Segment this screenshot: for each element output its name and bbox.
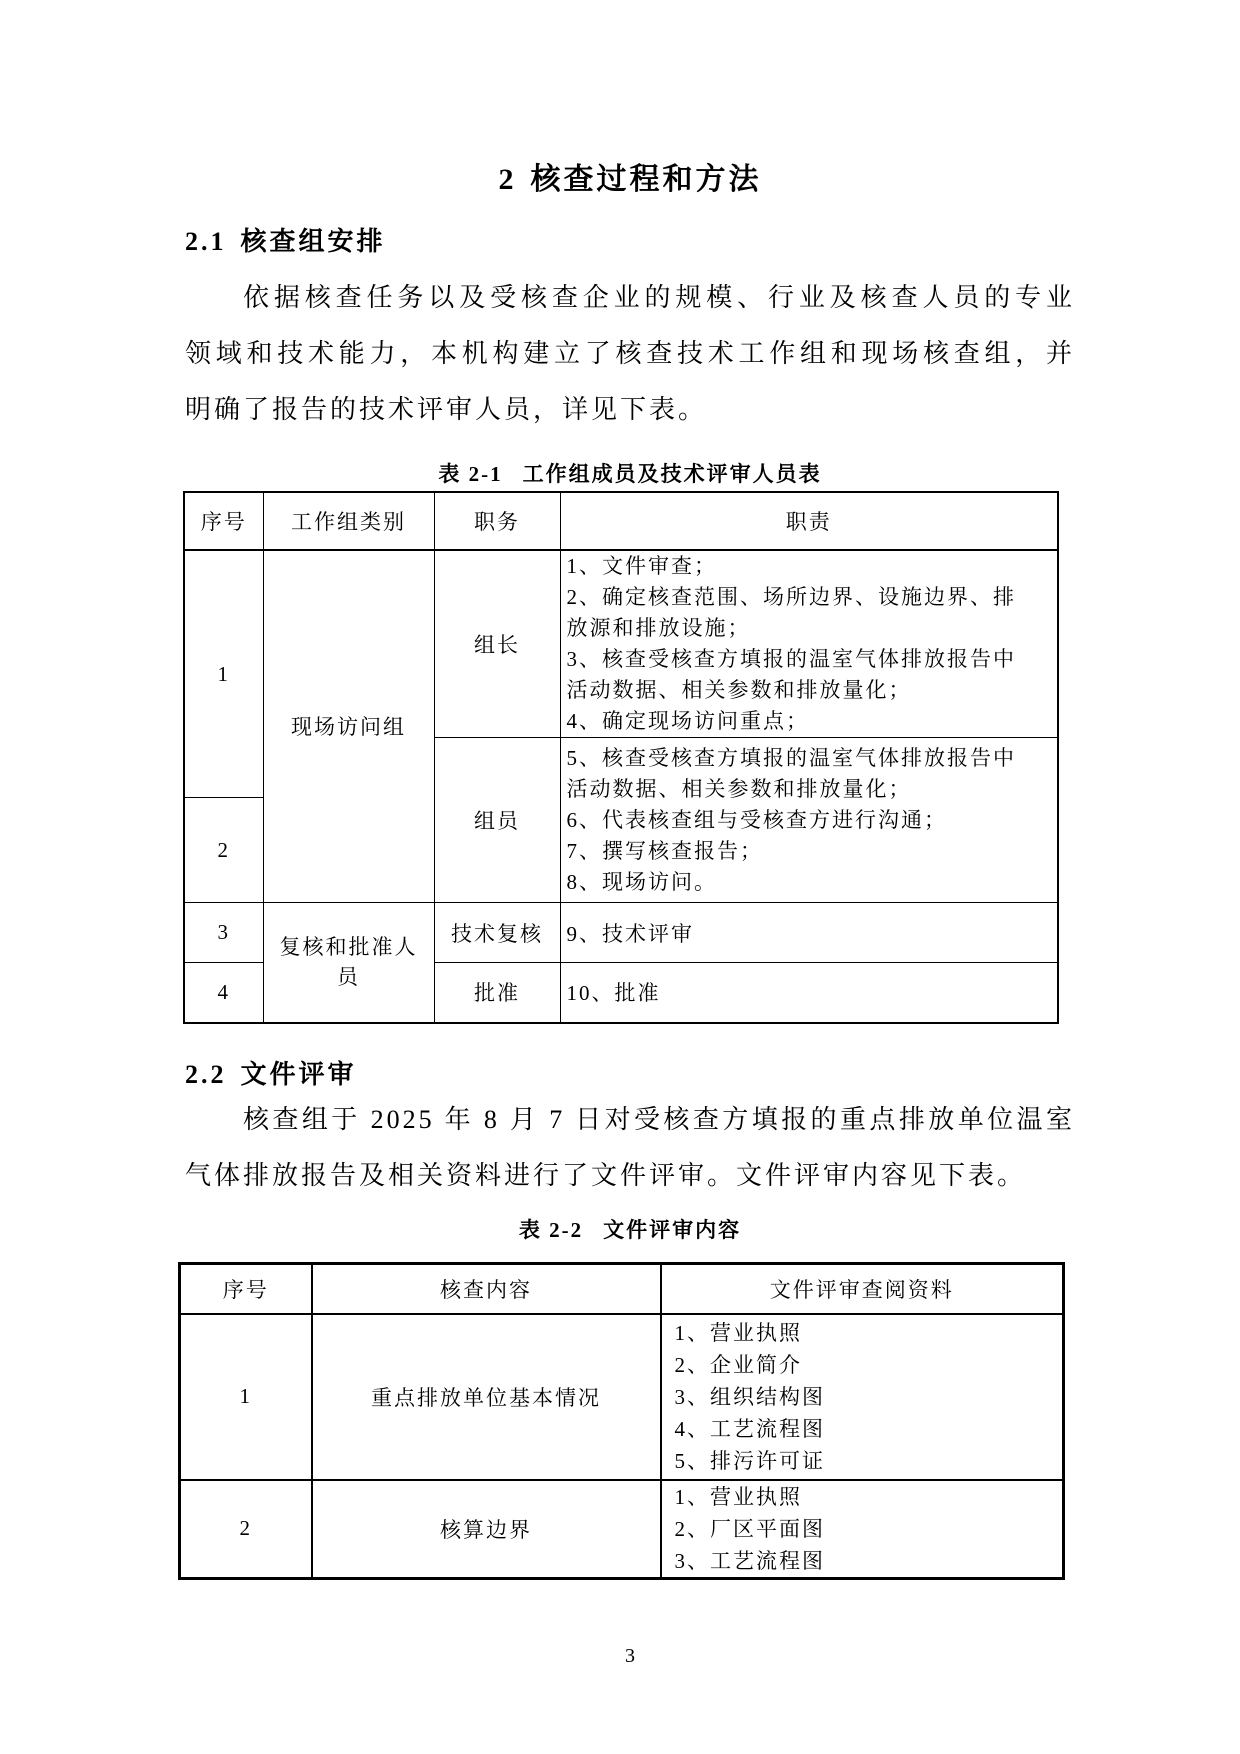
table-2-1-caption-text: 工作组成员及技术评审人员表 <box>522 462 822 486</box>
t1-seq-1: 1 <box>184 550 263 798</box>
material-line: 5、排污许可证 <box>674 1448 825 1473</box>
table-row <box>184 550 1058 738</box>
material-line: 3、组织结构图 <box>674 1384 825 1409</box>
t1-seq-4: 4 <box>184 963 263 1023</box>
page-title-text: 核查过程和方法 <box>530 163 762 196</box>
material-line: 3、工艺流程图 <box>674 1548 825 1573</box>
duty-line: 6、代表核查组与受核查方进行沟通； <box>566 807 947 832</box>
t1-seq-3: 3 <box>184 903 263 963</box>
paragraph-line: 依据核查任务以及受核查企业的规模、行业及核查人员的专业 <box>243 283 1075 312</box>
t2-header-content: 核查内容 <box>312 1264 661 1314</box>
t1-header-role: 职务 <box>434 492 560 550</box>
t1-duties-member <box>560 738 1058 903</box>
table-2-2 <box>178 1262 1065 1580</box>
paragraph-line: 核查组于 2025 年 8 月 7 日对受核查方填报的重点排放单位温室 <box>243 1105 1075 1134</box>
material-line: 4、工艺流程图 <box>674 1416 825 1441</box>
t2-seq-2: 2 <box>180 1480 312 1579</box>
duty-line: 1、文件审查； <box>566 554 717 578</box>
t2-header-seq: 序号 <box>180 1264 312 1314</box>
t1-duty-approve: 10、批准 <box>560 963 1058 1023</box>
t1-role-leader: 组长 <box>434 550 560 738</box>
t1-header-seq: 序号 <box>184 492 263 550</box>
duty-line: 活动数据、相关参数和排放量化； <box>566 776 912 801</box>
t2-content-1: 重点排放单位基本情况 <box>312 1314 661 1480</box>
section-2-1-title: 核查组安排 <box>240 227 386 256</box>
duty-line: 3、核查受核查方填报的温室气体排放报告中 <box>566 647 1016 671</box>
section-2-1-paragraph <box>185 270 1075 438</box>
section-2-1-heading <box>185 218 1075 266</box>
t1-group-onsite: 现场访问组 <box>263 550 434 903</box>
table-2-2-caption-label: 表 2-2 <box>518 1218 584 1242</box>
table-2-1-caption-label: 表 2-1 <box>438 462 503 486</box>
section-2-2-paragraph <box>185 1092 1075 1204</box>
material-line: 2、厂区平面图 <box>674 1516 825 1541</box>
t2-materials-2 <box>661 1480 1064 1579</box>
table-row <box>180 1264 1064 1314</box>
table-2-2-caption <box>185 1214 1075 1246</box>
paragraph-line: 气体排放报告及相关资料进行了文件评审。文件评审内容见下表。 <box>185 1161 1027 1190</box>
material-line: 2、企业简介 <box>674 1352 802 1377</box>
duty-line: 2、确定核查范围、场所边界、设施边界、排 <box>566 585 1016 609</box>
page-title-number: 2 <box>498 163 517 196</box>
duty-line: 4、确定现场访问重点； <box>566 709 809 733</box>
table-2-2-caption-text: 文件评审内容 <box>603 1218 742 1242</box>
duty-line: 8、现场访问。 <box>566 869 717 894</box>
table-row <box>180 1480 1064 1579</box>
table-row <box>180 1314 1064 1480</box>
t2-header-materials: 文件评审查阅资料 <box>661 1264 1064 1314</box>
t2-seq-1: 1 <box>180 1314 312 1480</box>
t1-seq-2: 2 <box>184 798 263 903</box>
duty-line: 活动数据、相关参数和排放量化； <box>566 678 912 702</box>
page-number: 3 <box>625 1645 635 1667</box>
section-2-2-title: 文件评审 <box>240 1060 357 1089</box>
t2-content-2: 核算边界 <box>312 1480 661 1579</box>
paragraph-line: 明确了报告的技术评审人员，详见下表。 <box>185 395 708 424</box>
section-2-1-number: 2.1 <box>185 227 227 256</box>
t1-header-duty: 职责 <box>560 492 1058 550</box>
t1-duty-tech: 9、技术评审 <box>560 903 1058 963</box>
t1-role-approve: 批准 <box>434 963 560 1023</box>
t1-duties-leader <box>560 550 1058 738</box>
page-title <box>185 156 1075 204</box>
table-row <box>184 903 1058 963</box>
t1-role-member: 组员 <box>434 738 560 903</box>
section-2-2-number: 2.2 <box>185 1060 227 1089</box>
table-row <box>184 492 1058 550</box>
table-2-1 <box>183 491 1059 1024</box>
duty-line: 5、核查受核查方填报的温室气体排放报告中 <box>566 745 1016 770</box>
t1-group-review: 复核和批准人员 <box>263 903 434 1023</box>
duty-line: 放源和排放设施； <box>566 616 751 640</box>
t2-materials-1 <box>661 1314 1064 1480</box>
material-line: 1、营业执照 <box>674 1320 802 1345</box>
material-line: 1、营业执照 <box>674 1484 802 1509</box>
table-2-1-caption <box>185 458 1075 490</box>
t1-header-group: 工作组类别 <box>263 492 434 550</box>
duty-line: 7、撰写核查报告； <box>566 838 763 863</box>
t1-role-tech: 技术复核 <box>434 903 560 963</box>
paragraph-line: 领域和技术能力，本机构建立了核查技术工作组和现场核查组，并 <box>185 339 1075 368</box>
